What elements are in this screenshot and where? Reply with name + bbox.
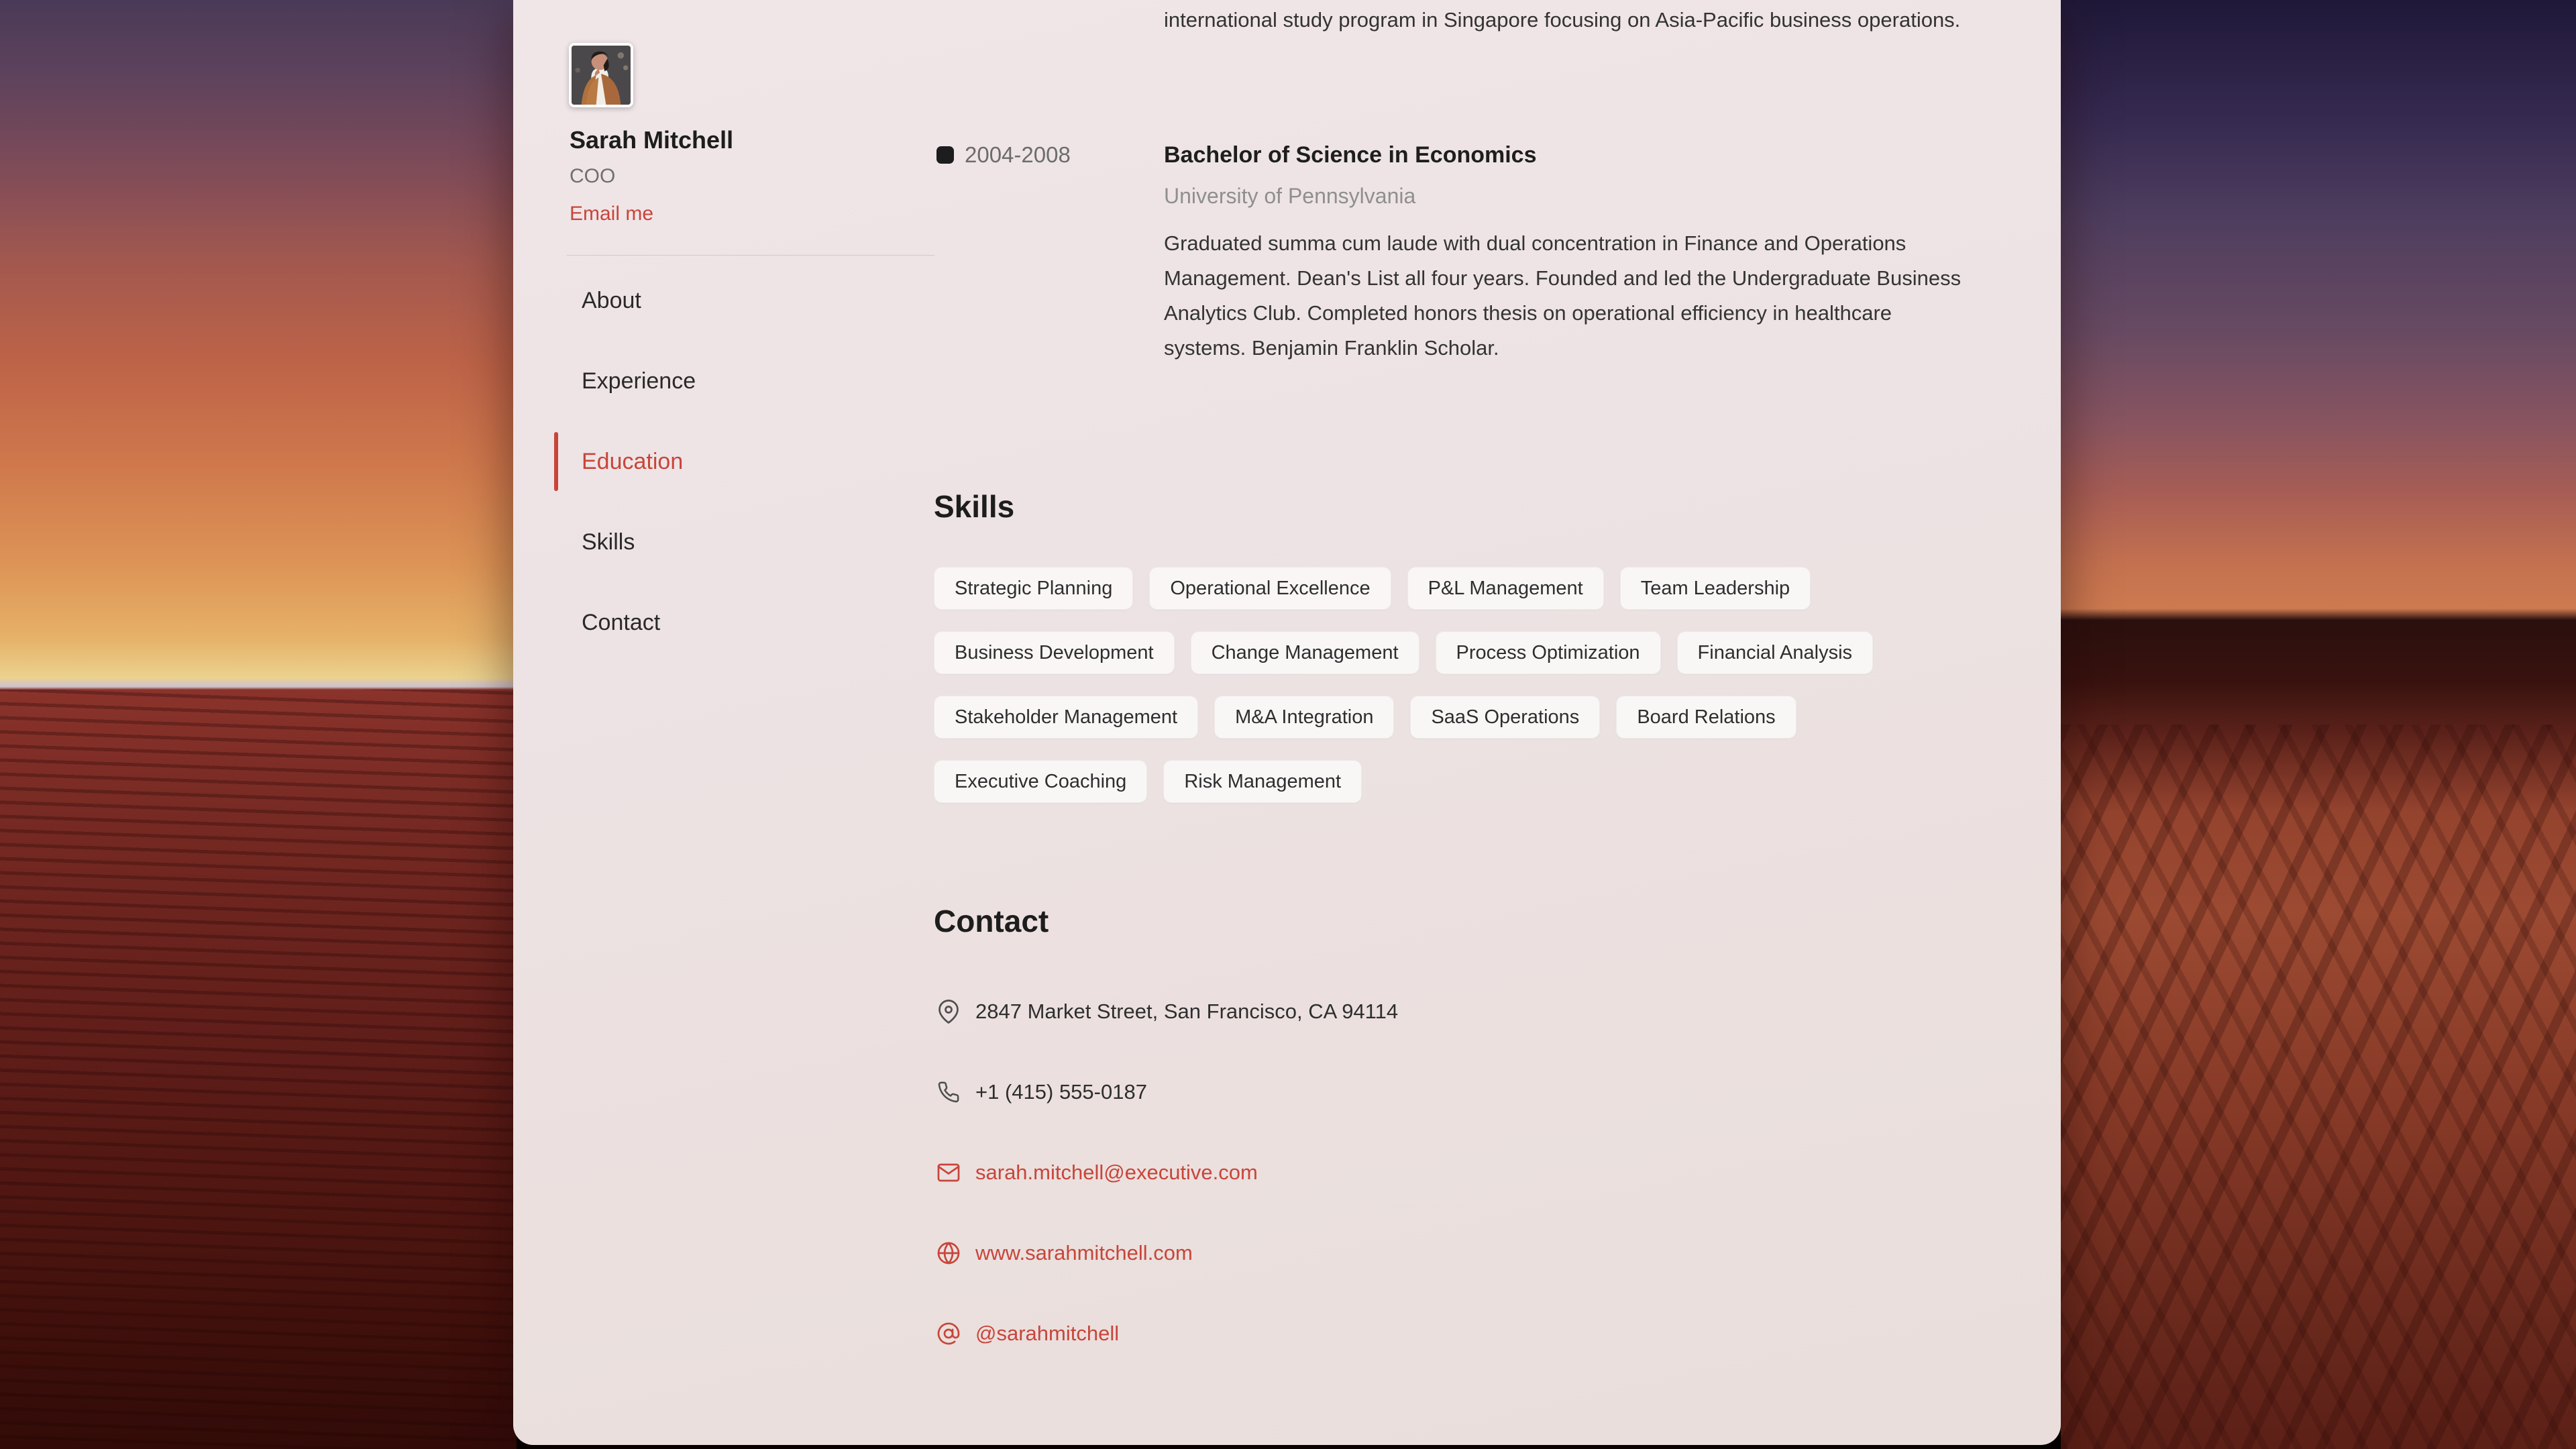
education-description: Graduated summa cum laude with dual concentration in Finance and Operations Management. Dean's List all four years. Founded and led the Undergraduate Business Analytics Club. Completed honors thesis on operational efficiency in healthcare systems. Benjamin Franklin Scholar. — [1164, 231, 1962, 360]
email-me-link[interactable]: Email me — [570, 203, 654, 225]
skills-heading: Skills — [934, 489, 1015, 524]
desert-wallpaper-left — [0, 0, 517, 1449]
skill-chip: P&L Management — [1407, 567, 1604, 610]
at-sign-icon — [936, 1322, 961, 1346]
school-name: University of Pennsylvania — [1164, 184, 1416, 208]
education-entry-period — [934, 138, 1164, 366]
degree-title: Bachelor of Science in Economics — [1164, 142, 1537, 168]
nav-item-about[interactable]: About — [582, 287, 641, 313]
skill-chip: Board Relations — [1616, 696, 1796, 739]
contact-list — [934, 999, 1994, 1346]
desert-wallpaper-right — [2061, 0, 2576, 1449]
avatar — [569, 43, 633, 107]
sidebar-divider — [567, 255, 934, 256]
skill-chip: Business Development — [934, 631, 1175, 674]
nav-item-skills[interactable]: Skills — [582, 529, 635, 555]
contact-heading: Contact — [934, 904, 1049, 938]
contact-email-link[interactable] — [936, 1160, 1994, 1185]
contact-social-text: @sarahmitchell — [975, 1322, 1120, 1345]
skill-chip: Executive Coaching — [934, 760, 1147, 803]
nav-item-education[interactable] — [567, 441, 929, 482]
timeline-bullet — [936, 146, 954, 164]
sidebar-nav — [567, 280, 929, 683]
profile-role: COO — [570, 165, 616, 187]
contact-phone-text: +1 (415) 555-0187 — [975, 1080, 1147, 1104]
contact-website-text: www.sarahmitchell.com — [975, 1241, 1193, 1265]
skill-chip: Financial Analysis — [1677, 631, 1874, 674]
contact-section — [934, 902, 1994, 1401]
contact-phone-row — [936, 1079, 1994, 1105]
contact-email-text: sarah.mitchell@executive.com — [975, 1161, 1258, 1184]
skill-chip: Stakeholder Management — [934, 696, 1198, 739]
contact-website-link[interactable] — [936, 1240, 1994, 1266]
skill-chip: Process Optimization — [1436, 631, 1661, 674]
education-years: 2004-2008 — [965, 142, 1071, 167]
mail-icon — [936, 1161, 961, 1185]
skill-chip: Team Leadership — [1620, 567, 1811, 610]
skill-chip: Risk Management — [1163, 760, 1362, 803]
phone-icon — [936, 1080, 961, 1104]
skill-chip: Operational Excellence — [1149, 567, 1391, 610]
active-nav-indicator — [554, 432, 558, 491]
nav-item-experience[interactable]: Experience — [582, 368, 696, 394]
skill-chip: Strategic Planning — [934, 567, 1133, 610]
nav-item-contact[interactable]: Contact — [582, 609, 661, 635]
skills-chip-list — [934, 567, 1980, 803]
contact-address-row — [936, 999, 1994, 1024]
education-entry-body — [1164, 138, 1994, 366]
contact-social-link[interactable] — [936, 1321, 1994, 1346]
education-entry — [934, 138, 1994, 366]
skill-chip: M&A Integration — [1214, 696, 1394, 739]
globe-icon — [936, 1241, 961, 1265]
contact-address-text: 2847 Market Street, San Francisco, CA 94114 — [975, 1000, 1399, 1023]
profile-name: Sarah Mitchell — [570, 126, 734, 154]
nav-item-label: Education — [582, 448, 684, 474]
profile-photo-illustration — [572, 46, 631, 105]
skills-section — [934, 488, 1994, 803]
map-pin-icon — [936, 1000, 961, 1024]
skill-chip: Change Management — [1191, 631, 1419, 674]
previous-entry-text-tail: international study program in Singapore focusing on Asia-Pacific business operations. — [1164, 8, 1961, 32]
resume-card — [513, 0, 2061, 1445]
skill-chip: SaaS Operations — [1410, 696, 1600, 739]
